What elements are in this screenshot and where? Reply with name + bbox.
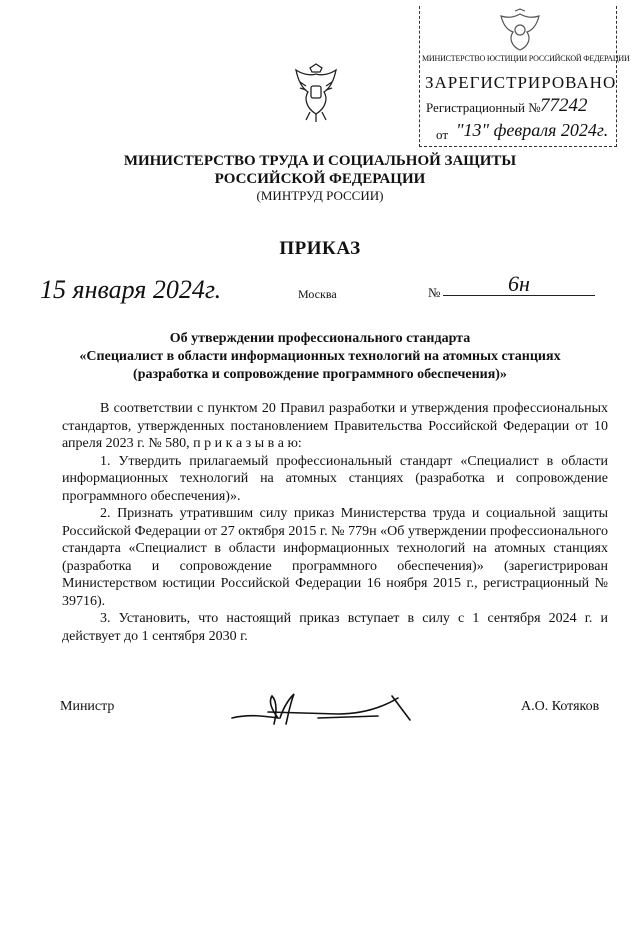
order-date: 15 января 2024г. (40, 275, 222, 304)
paragraph-1: 1. Утвердить прилагаемый профессиональный стандарт «Специалист в области информационных технологий на атомных станциях (разработка и сопровождение программного обеспечения)». (62, 453, 608, 504)
paragraph-2: 2. Признать утратившим силу приказ Министерства труда и социальной защиты Российской Федерации от 27 октября 2015 г. № 779н «Об утверждении профессионального стандарта «Специалист в области информационных технологий на атомных станциях (разработка и сопровождение программного обеспечения)» (зарегистрирован Министерством юстиции Российской Федерации 16 ноября 2015 г., регистрационный № 39716). (62, 506, 608, 609)
stamp-date-prefix: от (436, 127, 449, 142)
signatory-name: А.О. Котяков (521, 699, 600, 714)
doc-type: ПРИКАЗ (279, 238, 361, 259)
stamp-date: "13" февраля 2024г. (456, 120, 609, 140)
paragraph-3: 3. Установить, что настоящий приказ вступает в силу с 1 сентября 2024 г. и действует до 1 сентября 2030 г. (62, 611, 608, 644)
stamp-reg-number: 77242 (540, 95, 588, 116)
order-title-line1: Об утверждении профессионального стандарта (169, 331, 471, 346)
coat-of-arms-icon (292, 62, 340, 124)
order-number-label: № (428, 285, 441, 300)
order-title-line3: (разработка и сопровождение программного обеспечения)» (133, 367, 507, 382)
order-body (62, 400, 608, 645)
ministry-short-name: (МИНТРУД РОССИИ) (256, 188, 384, 203)
order-city: Москва (298, 287, 337, 301)
stamp-ministry: МИНИСТЕРСТВО ЮСТИЦИИ РОССИЙСКОЙ ФЕДЕРАЦИИ (422, 54, 630, 63)
order-number: 6н (508, 271, 530, 296)
paragraph-preamble: В соответствии с пунктом 20 Правил разработки и утверждения профессиональных стандартов, утвержденных постановлением Правительства Российской Федерации от 10 апреля 2023 г. № 580, п р и к а з ы в а ю: (62, 401, 608, 451)
handwritten-signature-icon (228, 688, 418, 734)
stamp-title: ЗАРЕГИСТРИРОВАНО (425, 73, 617, 92)
ministry-name-line1: МИНИСТЕРСТВО ТРУДА И СОЦИАЛЬНОЙ ЗАЩИТЫ (123, 153, 517, 169)
ministry-name-line2: РОССИЙСКОЙ ФЕДЕРАЦИИ (214, 171, 426, 187)
stamp-emblem-icon (493, 8, 547, 54)
order-title-line2: «Специалист в области информационных технологий на атомных станциях (79, 349, 561, 364)
stamp-reg-label: Регистрационный № (426, 100, 541, 115)
signatory-position: Министр (60, 699, 115, 714)
